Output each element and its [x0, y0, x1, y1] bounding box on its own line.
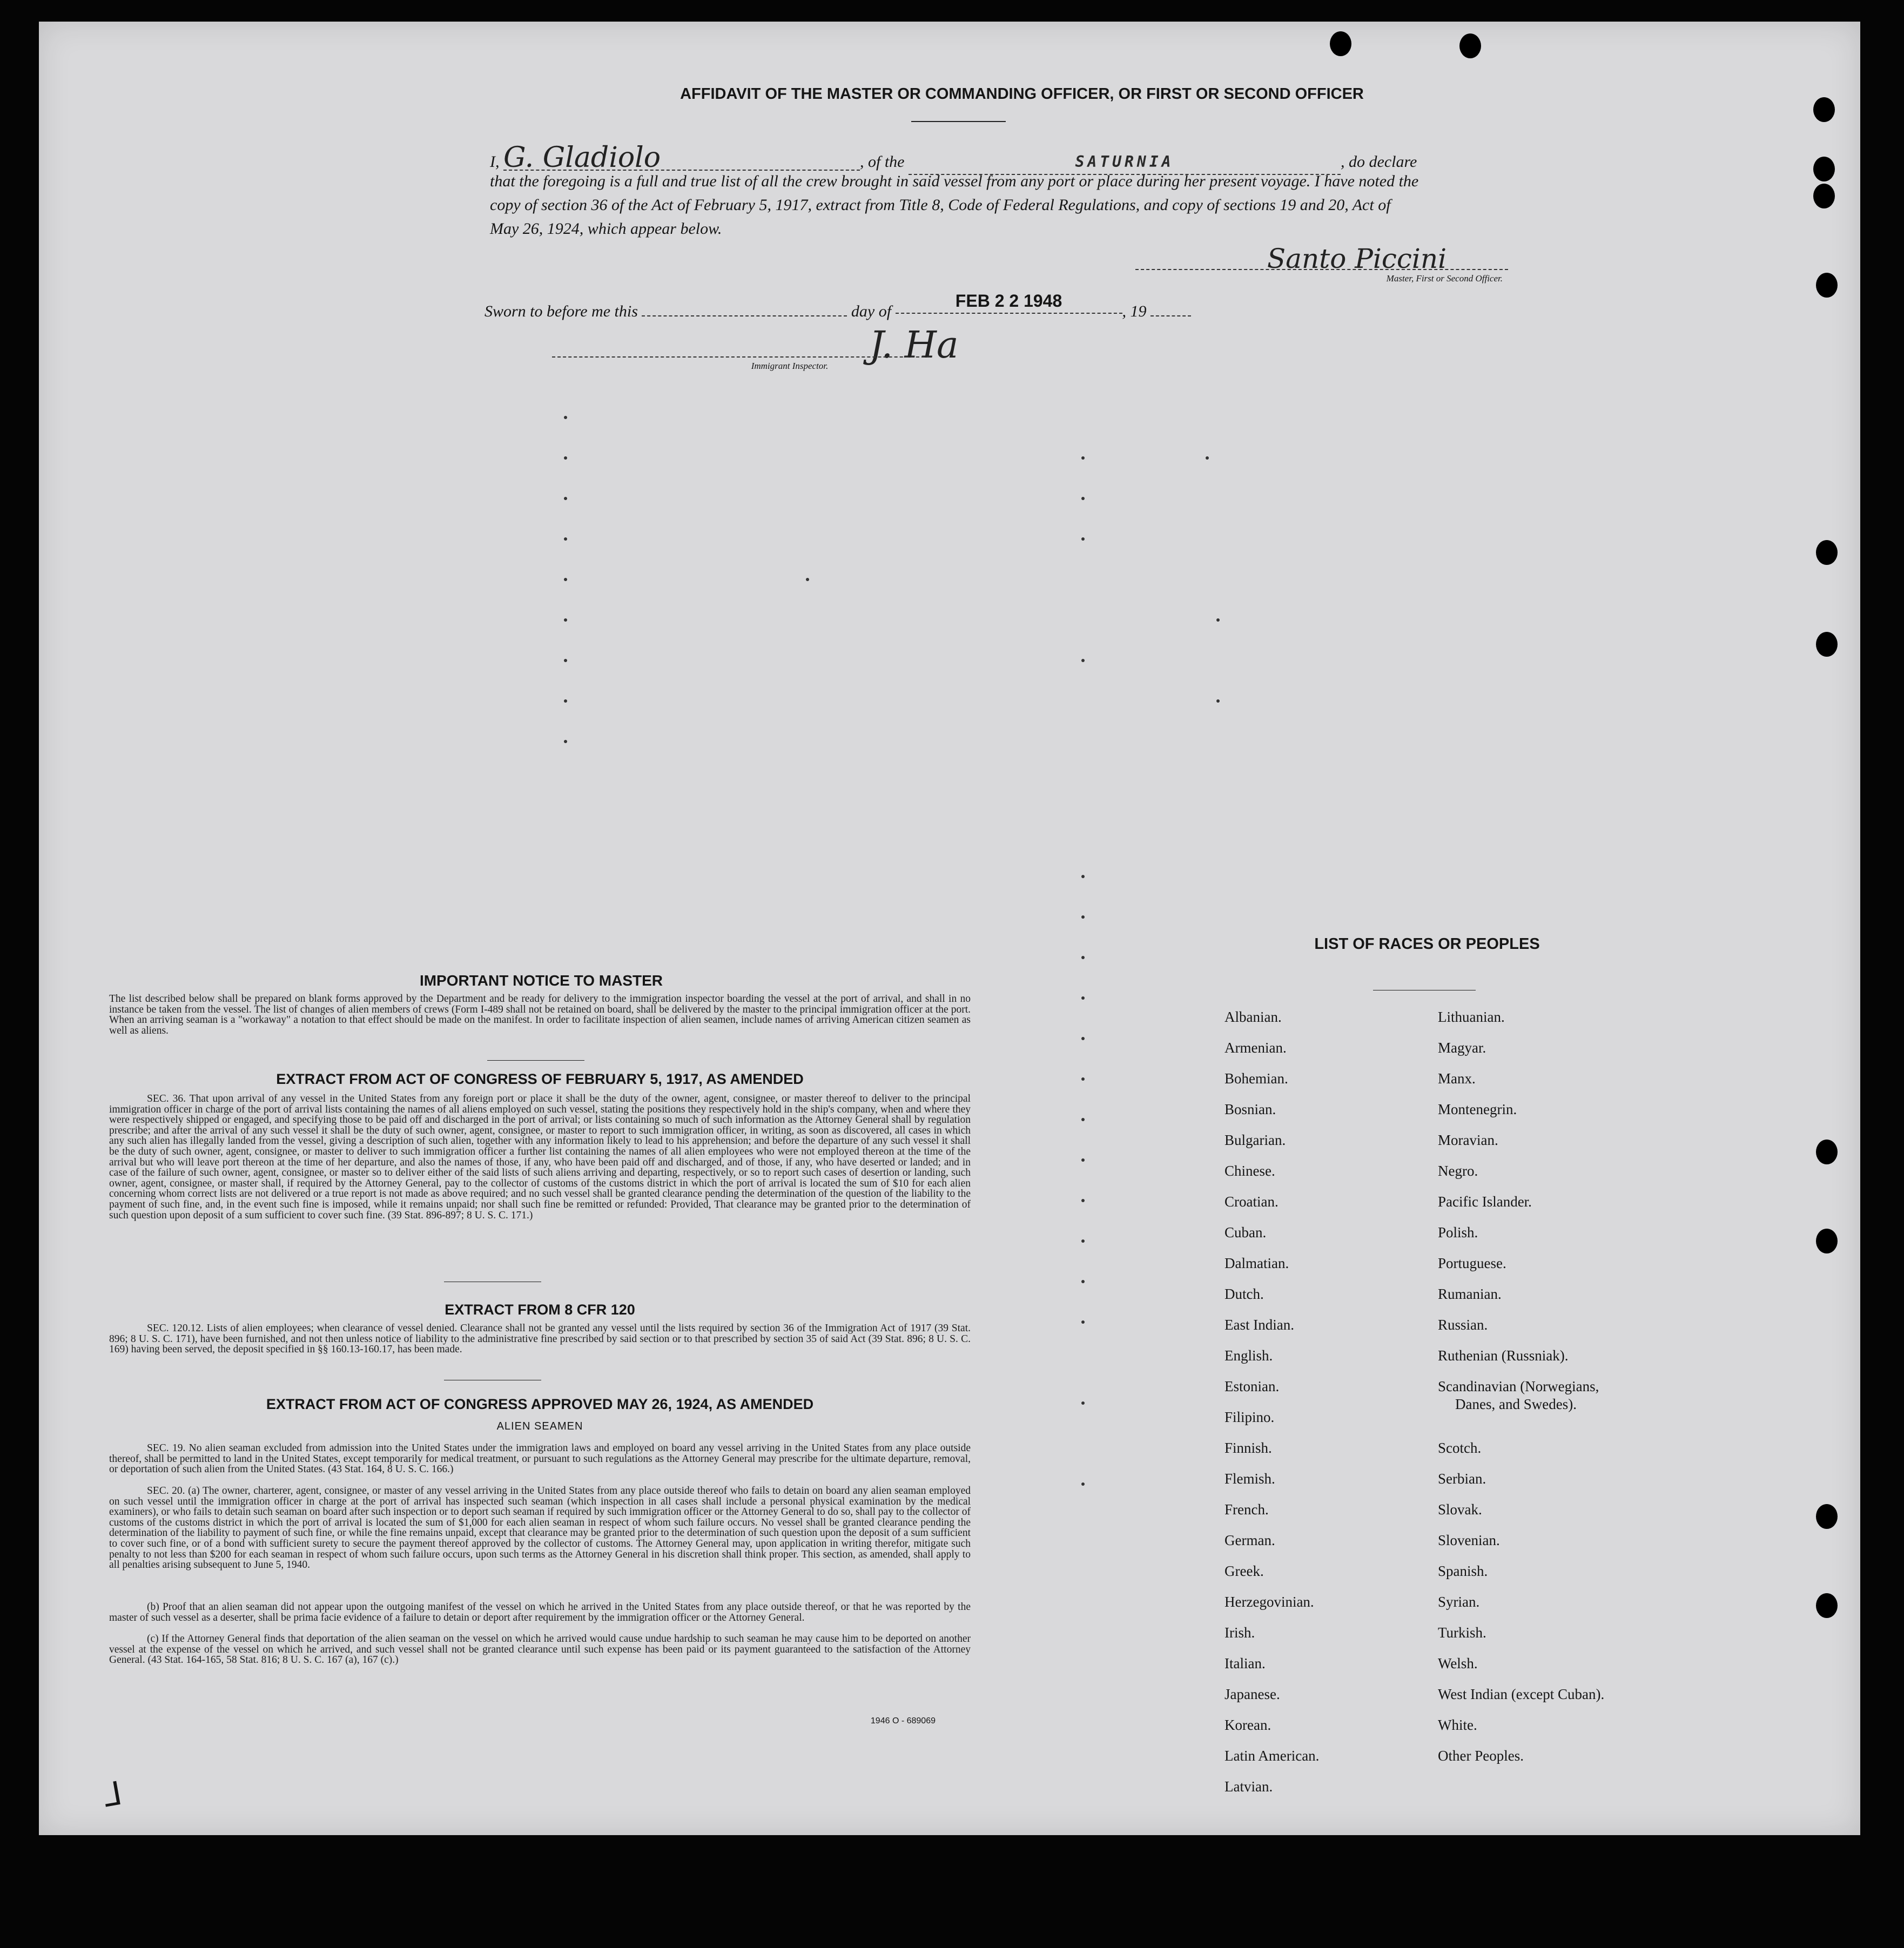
- race-left-item: English.: [1225, 1347, 1273, 1364]
- punch-hole: [1816, 1593, 1838, 1618]
- race-right-item: Moravian.: [1438, 1132, 1498, 1148]
- race-left-item: Greek.: [1225, 1563, 1264, 1579]
- race-left-item: Armenian.: [1225, 1040, 1287, 1056]
- document-sheet: [39, 22, 1860, 1835]
- act-1924-title: EXTRACT FROM ACT OF CONGRESS APPROVED MAY 26, 1924, AS AMENDED: [266, 1396, 814, 1412]
- race-left-item: Latvian.: [1225, 1778, 1273, 1795]
- signature-line: [1135, 269, 1508, 270]
- cfr-body: SEC. 120.12. Lists of alien employees; when clearance of vessel denied. Clearance shall not be granted any vessel until the lists required by section 36 of the Immigration Act of 1917 (39 Stat. 896; 8 U. S. C. 171), have been furnished, and not then unless notice of liability to the administrative fine prescribed by said section or to that prescribed by section 35 of said Act (39 Stat. 896; 8 U. S. C. 169) having been served, the deposit specified in §§ 160.13-160.17, has been made.: [109, 1323, 971, 1356]
- affidavit-line-3: copy of section 36 of the Act of February 5, 1917, extract from Title 8, Code of Federal Regulations, and copy of sections 19 and 20, Act of: [490, 196, 1391, 214]
- punch-hole: [1813, 157, 1835, 181]
- notice-title: IMPORTANT NOTICE TO MASTER: [419, 972, 663, 989]
- race-right-item: Negro.: [1438, 1163, 1478, 1179]
- inspector-caption: Immigrant Inspector.: [751, 361, 829, 371]
- race-left-item: Flemish.: [1225, 1471, 1275, 1487]
- divider: [911, 121, 1006, 122]
- race-left-item: Finnish.: [1225, 1440, 1272, 1456]
- race-left-item: Japanese.: [1225, 1686, 1280, 1702]
- race-right-item: Slovenian.: [1438, 1532, 1500, 1548]
- race-left-item: Filipino.: [1225, 1409, 1275, 1425]
- punch-hole: [1816, 540, 1838, 565]
- race-right-item: Montenegrin.: [1438, 1101, 1517, 1117]
- punch-hole: [1816, 632, 1838, 657]
- races-title: LIST OF RACES OR PEOPLES: [1314, 935, 1540, 953]
- race-left-item: Bohemian.: [1225, 1070, 1288, 1087]
- race-left-item: East Indian.: [1225, 1317, 1294, 1333]
- race-right-item: Welsh.: [1438, 1655, 1478, 1671]
- race-right-item: Scotch.: [1438, 1440, 1482, 1456]
- race-right-item: Syrian.: [1438, 1594, 1480, 1610]
- signer-signature: G. Gladiolo: [503, 146, 860, 171]
- race-left-item: Chinese.: [1225, 1163, 1275, 1179]
- punch-hole: [1459, 33, 1481, 58]
- race-right-item: Scandinavian (Norwegians,: [1438, 1378, 1599, 1394]
- punch-hole: [1816, 273, 1838, 298]
- race-right-item: Slovak.: [1438, 1501, 1482, 1518]
- divider: [487, 1060, 584, 1061]
- race-right-item: Polish.: [1438, 1224, 1478, 1241]
- race-left-item: Bulgarian.: [1225, 1132, 1286, 1148]
- race-right-item: White.: [1438, 1717, 1477, 1733]
- race-right-item: Serbian.: [1438, 1471, 1486, 1487]
- race-right-item: Manx.: [1438, 1070, 1476, 1087]
- race-left-item: Italian.: [1225, 1655, 1266, 1671]
- race-left-item: Herzegovinian.: [1225, 1594, 1314, 1610]
- race-right-item: West Indian (except Cuban).: [1438, 1686, 1605, 1702]
- act-1917-body: SEC. 36. That upon arrival of any vessel in the United States from any foreign port or place it shall be the duty of the owner, agent, consignee, or master thereof to deliver to the principal immigration officer in charge of the port of arrival lists containing the names of all aliens employed on such vessel, stating the positions they respectively hold in the ship's company, when and where they were respectively shipped or engaged, and specifying those to be paid off and discharged in the port of arrival; or lists containing so much of such information as the Attorney General shall by regulation prescribe; and after the arrival of any such vessel it shall be the duty of such owner, agent, consignee, or master to report to such immigration officer, in writing, as soon as discovered, all cases in which any such alien has illegally landed from the vessel, giving a description of such alien, together with any information likely to lead to his apprehension; and before the departure of any such vessel it shall be the duty of such owner, agent, consignee, or master to deliver to such immigration officer a further list containing the names of all alien employees who were not employed thereon at the time of the arrival but who will leave port thereon at the time of her departure, and also the names of those, if any, who have been paid off and discharged, and of those, if any, who have deserted or landed; and in case of the failure of such owner, agent, consignee, or master so to deliver either of the said lists of such aliens arriving and departing, respectively, or so to report such cases of desertion or landing, such owner, agent, consignee, or master shall, if required by the Attorney General, pay to the collector of customs of the customs district in which the port of arrival is located the sum of $10 for each alien concerning whom correct lists are not delivered or a true report is not made as above required; and no such vessel shall be granted clearance pending the determination of the question of the liability to the payment of such fine, and, in the event such fine is imposed, while it remains unpaid; nor shall such fine be remitted or refunded: Provided, That clearance may be granted prior to the determination of such question upon deposit of a sum sufficient to cover such fine. (39 Stat. 896-897; 8 U. S. C. 171.): [109, 1093, 971, 1221]
- race-left-item: Irish.: [1225, 1625, 1255, 1641]
- master-caption: Master, First or Second Officer.: [1386, 273, 1503, 284]
- signature-line: [552, 356, 930, 358]
- act-1924-sec20a: SEC. 20. (a) The owner, charterer, agent, consignee, or master of any vessel arriving in the United States from any place outside thereof who fails to detain on board any alien seaman employed on such vessel until the immigration officer in charge at the port of arrival has inspected such seaman (which inspection in all cases shall include a personal physical examination by the medical examiners), or who fails to detain such seaman on board after such inspection or to deport such seaman if required by such immigration officer or the Attorney General to do so, shall pay to the collector of customs of the customs district in which the port of arrival is located the sum of $1,000 for each alien seaman in respect of whom such failure occurs. No vessel shall be granted clearance pending the determination of the liability to payment of such fine, or while the fine remains unpaid, except that clearance may be granted prior to the determination of such question upon the deposit of a sum sufficient to cover such fine, or of a bond with sufficient surety to secure the payment thereof approved by the collector of customs. The Attorney General may, upon application in writing therefor, mitigate such penalty to not less than $200 for each seaman in respect of whom such failure occurs, upon such terms as the Attorney General in his discretion shall think proper. This section, as amended, shall apply to all penalties arising subsequent to June 5, 1940.: [109, 1485, 971, 1571]
- affidavit-line-2: that the foregoing is a full and true list of all the crew brought in said vessel from any port or place during her present voyage. I have noted the: [490, 172, 1419, 190]
- inspector-signature: J. Ha: [869, 324, 959, 367]
- race-left-item: Dutch.: [1225, 1286, 1264, 1302]
- sworn-line: Sworn to before me this day of FEB 2 2 1948, 19: [485, 299, 1241, 323]
- race-right-item: Russian.: [1438, 1317, 1488, 1333]
- act-1924-sec20c: (c) If the Attorney General finds that deportation of the alien seaman on the vessel on which he arrived would cause undue hardship to such seaman he may cause him to be deported on another vessel at the expense of the vessel on which he arrived, and such vessel shall not be granted clearance until such expense has been paid or its payment guaranteed to the satisfaction of the Attorney General. (43 Stat. 164-165, 58 Stat. 816; 8 U. S. C. 167 (a), 167 (c).): [109, 1633, 971, 1666]
- race-left-item: Bosnian.: [1225, 1101, 1276, 1117]
- race-left-item: Estonian.: [1225, 1378, 1280, 1394]
- punch-hole: [1813, 97, 1835, 122]
- race-left-item: Albanian.: [1225, 1009, 1282, 1025]
- punch-hole: [1816, 1229, 1838, 1253]
- corner-mark: ⅃: [100, 1775, 125, 1814]
- race-left-item: French.: [1225, 1501, 1269, 1518]
- race-right-item-continued: Danes, and Swedes).: [1455, 1396, 1577, 1412]
- race-right-item: Portuguese.: [1438, 1255, 1506, 1271]
- race-left-item: Dalmatian.: [1225, 1255, 1289, 1271]
- race-right-item: Spanish.: [1438, 1563, 1488, 1579]
- master-signature: Santo Piccini: [1267, 243, 1447, 274]
- race-right-item: Pacific Islander.: [1438, 1194, 1532, 1210]
- punch-hole: [1813, 184, 1835, 208]
- act-1924-sec20b: (b) Proof that an alien seaman did not appear upon the outgoing manifest of the vessel on which he arrived in the United States from any place outside thereof, or that he was reported by the master of such vessel as a deserter, shall be prima facie evidence of a failure to detain or deport after requirement by the immigration officer or the Attorney General.: [109, 1601, 971, 1623]
- race-left-item: Korean.: [1225, 1717, 1271, 1733]
- race-right-item: Ruthenian (Russniak).: [1438, 1347, 1569, 1364]
- punch-hole: [1816, 1504, 1838, 1529]
- act-1917-title: EXTRACT FROM ACT OF CONGRESS OF FEBRUARY 5, 1917, AS AMENDED: [276, 1071, 804, 1087]
- affidavit-line-1: I, G. Gladiolo , of the SATURNIA , do declare: [490, 141, 1417, 174]
- race-left-item: Croatian.: [1225, 1194, 1279, 1210]
- race-left-item: German.: [1225, 1532, 1275, 1548]
- cfr-title: EXTRACT FROM 8 CFR 120: [445, 1302, 635, 1318]
- race-right-item: Magyar.: [1438, 1040, 1486, 1056]
- race-right-item: Rumanian.: [1438, 1286, 1502, 1302]
- notice-body: The list described below shall be prepared on blank forms approved by the Department and be ready for delivery to the immigration inspector boarding the vessel at the port of arrival, and shall in no instance be taken from the vessel. The list of changes of alien members of crews (Form I-489 shall not be retained on board, shall be delivered by the master to the principal immigration officer at the port. When an arriving seaman is a "workaway" a notation to that effect should be made on the manifest. In order to facilitate inspection of alien seamen, include names of arriving American citizen seamen as well as aliens.: [109, 993, 971, 1036]
- race-right-item: Turkish.: [1438, 1625, 1486, 1641]
- affidavit-heading: AFFIDAVIT OF THE MASTER OR COMMANDING OFFICER, OR FIRST OR SECOND OFFICER: [680, 85, 1364, 103]
- act-1924-sec19: SEC. 19. No alien seaman excluded from admission into the United States under the immigration laws and employed on board any vessel arriving in the United States from any place outside thereof, shall be permitted to land in the United States, except temporarily for medical treatment, or pursuant to such regulations as the Attorney General may prescribe for the ultimate departure, removal, or deportation of such alien from the United States. (43 Stat. 164, 8 U. S. C. 166.): [109, 1443, 971, 1475]
- race-left-item: Cuban.: [1225, 1224, 1267, 1241]
- vessel-name: SATURNIA: [909, 150, 1341, 175]
- race-right-item: Lithuanian.: [1438, 1009, 1505, 1025]
- printer-code: 1946 O - 689069: [870, 1716, 936, 1725]
- punch-hole: [1330, 31, 1351, 56]
- race-left-item: Latin American.: [1225, 1748, 1320, 1764]
- date-stamp: FEB 2 2 1948: [896, 289, 1122, 314]
- race-right-item: Other Peoples.: [1438, 1748, 1524, 1764]
- act-1924-subtitle: ALIEN SEAMEN: [496, 1420, 583, 1432]
- affidavit-line-4: May 26, 1924, which appear below.: [490, 220, 722, 238]
- punch-hole: [1816, 1140, 1838, 1164]
